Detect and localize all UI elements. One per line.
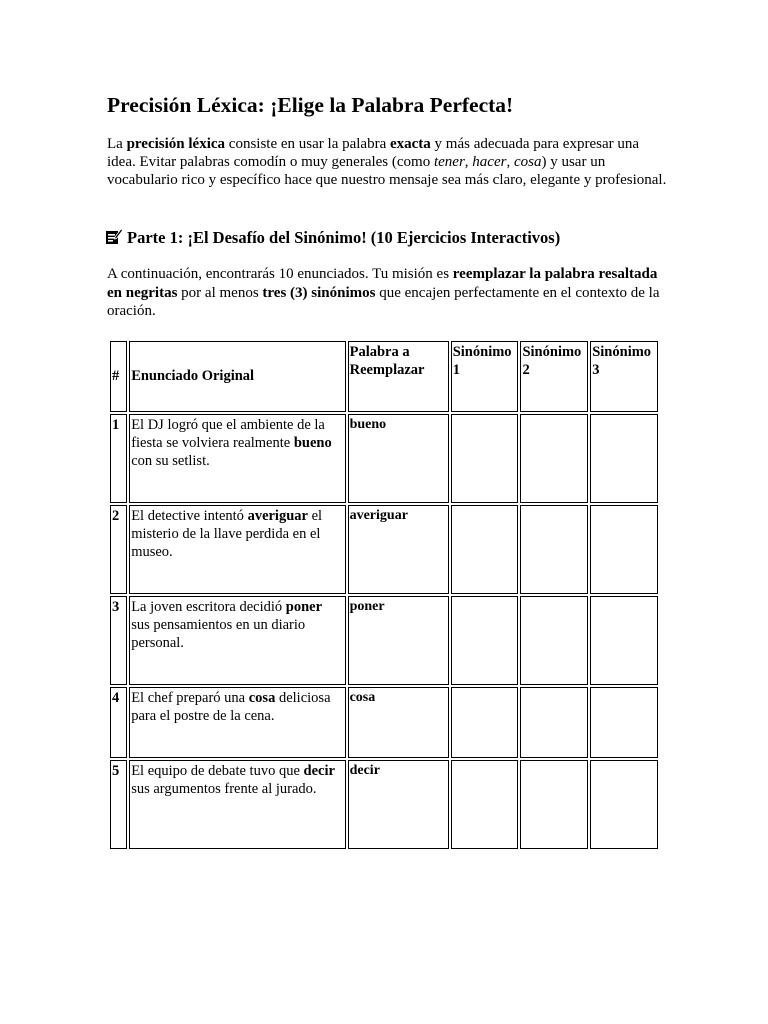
intro-italic-example: hacer [472,154,507,171]
synonym-3-cell[interactable] [590,505,658,594]
target-word-highlight: decir [303,763,335,779]
synonym-2-cell[interactable] [520,596,588,685]
synonym-2-cell[interactable] [520,505,588,594]
sentence-text: sus pensamientos en un diario personal. [131,617,306,652]
synonym-2-cell[interactable] [520,414,588,503]
intro-text: , [506,154,514,171]
word-to-replace: averiguar [348,505,449,594]
synonym-2-cell[interactable] [520,760,588,849]
intro-bold-term: precisión léxica [126,136,226,152]
row-number: 4 [110,687,127,758]
sentence-cell [129,414,345,503]
word-to-replace: decir [348,760,449,849]
synonym-1-cell[interactable] [451,760,519,849]
row-number: 2 [110,505,127,594]
header-synonym-3: Sinónimo 3 [590,341,658,412]
table-row [110,760,658,849]
sentence-cell [129,760,345,849]
instructions-text: por al menos [177,284,263,301]
intro-italic-example: tener [433,154,465,171]
sentence-text: El equipo de debate tuvo que [131,763,304,779]
sentence-text: La joven escritora decidió [131,599,286,615]
table-row [110,505,658,594]
header-word: Palabra a Reemplazar [348,341,449,412]
sentence-text: sus argumentos frente al jurado. [131,781,317,798]
synonym-exercise-table [108,339,660,851]
page-title: Precisión Léxica: ¡Elige la Palabra Perfecta! [107,93,514,117]
intro-bold-term: exacta [389,136,431,152]
synonym-2-cell[interactable] [520,687,588,758]
row-number: 5 [110,760,127,849]
target-word-highlight: cosa [248,690,276,706]
intro-text: ) y usar un vocabulario rico y específico hace que nuestro mensaje sea más claro, elegante y profesional. [107,154,667,189]
sentence-text: el misterio de la llave perdida en el museo. [131,508,323,561]
section-heading-text: Parte 1: ¡El Desafío del Sinónimo! (10 Ejercicios Interactivos) [127,228,561,247]
word-to-replace: cosa [348,687,449,758]
table-header-row [110,341,658,412]
target-word-highlight: bueno [293,435,332,452]
table-row [110,414,658,503]
section-heading [105,227,560,251]
header-sentence: Enunciado Original [129,341,345,412]
intro-text: y más adecuada para expresar una idea. Evitar palabras comodín o muy generales (como [107,136,640,171]
row-number: 1 [110,414,127,503]
intro-italic-example: cosa [513,154,542,171]
synonym-1-cell[interactable] [451,687,519,758]
header-number: # [110,341,127,412]
sentence-text: con su setlist. [131,453,210,470]
sentence-cell [129,687,345,758]
synonym-1-cell[interactable] [451,505,519,594]
sentence-cell [129,505,345,594]
synonym-1-cell[interactable] [451,596,519,685]
synonym-3-cell[interactable] [590,414,658,503]
memo-icon [105,228,123,251]
header-synonym-2: Sinónimo 2 [520,341,588,412]
synonym-3-cell[interactable] [590,596,658,685]
synonym-3-cell[interactable] [590,760,658,849]
header-synonym-1: Sinónimo 1 [451,341,519,412]
row-number: 3 [110,596,127,685]
instructions-paragraph [107,265,667,321]
synonym-1-cell[interactable] [451,414,519,503]
instructions-text: A continuación, encontrarás 10 enunciados. Tu misión es [107,266,453,282]
instructions-text: que encajen perfectamente en el contexto de la oración. [107,284,660,319]
sentence-text: El detective intentó [131,508,248,524]
intro-text: , [464,154,473,171]
sentence-cell [129,596,345,685]
synonym-3-cell[interactable] [590,687,658,758]
instructions-bold: tres (3) sinónimos [262,284,376,301]
table-row [110,596,658,685]
intro-text: La [107,136,127,152]
sentence-text: deliciosa para el postre de la cena. [131,690,331,725]
target-word-highlight: poner [285,599,323,615]
sentence-text: El chef preparó una [131,690,249,706]
instructions-bold: reemplazar la palabra resaltada en negritas [107,266,658,301]
target-word-highlight: averiguar [247,508,308,524]
intro-paragraph [107,135,667,190]
sentence-text: El DJ logró que el ambiente de la fiesta se volviera realmente [131,417,325,452]
table-row [110,687,658,758]
word-to-replace: bueno [348,414,449,503]
word-to-replace: poner [348,596,449,685]
intro-text: consiste en usar la palabra [225,136,390,152]
